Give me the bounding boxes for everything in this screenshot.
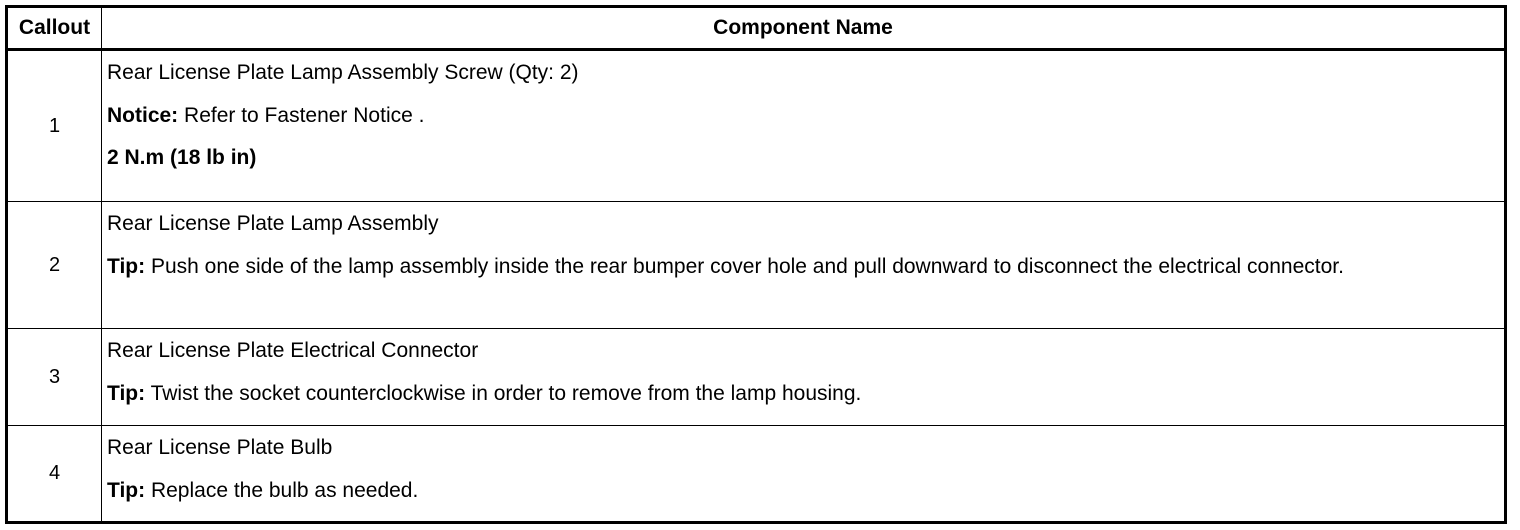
component-cell xyxy=(102,329,1506,426)
note-text: Push one side of the lamp assembly inside the rear bumper cover hole and pull downward to disconnect the electrical connector. xyxy=(145,255,1344,278)
component-note xyxy=(107,253,1498,281)
callout-number: 2 xyxy=(7,202,102,329)
callout-number: 4 xyxy=(7,426,102,523)
component-note xyxy=(107,477,1498,505)
note-text: Replace the bulb as needed. xyxy=(145,479,419,502)
component-cell xyxy=(102,50,1506,202)
note-text: Twist the socket counterclockwise in order to remove from the lamp housing. xyxy=(145,382,862,405)
table-row xyxy=(7,202,1506,329)
component-name: Rear License Plate Bulb xyxy=(107,436,333,459)
component-name: Rear License Plate Lamp Assembly xyxy=(107,212,439,235)
note-label: Tip: xyxy=(107,255,146,278)
component-cell xyxy=(102,202,1506,329)
note-text: Refer to Fastener Notice . xyxy=(178,104,425,127)
component-note xyxy=(107,102,1498,130)
note-label: Notice: xyxy=(107,104,179,127)
table-row xyxy=(7,329,1506,426)
component-name: Rear License Plate Lamp Assembly Screw (Qty: 2) xyxy=(107,61,579,84)
table-row xyxy=(7,426,1506,523)
callout-header: Callout xyxy=(7,7,102,50)
torque-spec: 2 N.m (18 lb in) xyxy=(107,146,257,169)
table-row xyxy=(7,50,1506,202)
note-label: Tip: xyxy=(107,382,146,405)
component-name-header: Component Name xyxy=(102,7,1506,50)
component-note xyxy=(107,380,1498,408)
callout-number: 1 xyxy=(7,50,102,202)
header-row xyxy=(7,7,1506,50)
note-label: Tip: xyxy=(107,479,146,502)
component-cell xyxy=(102,426,1506,523)
component-name: Rear License Plate Electrical Connector xyxy=(107,339,479,362)
callout-number: 3 xyxy=(7,329,102,426)
callout-table xyxy=(5,5,1507,524)
